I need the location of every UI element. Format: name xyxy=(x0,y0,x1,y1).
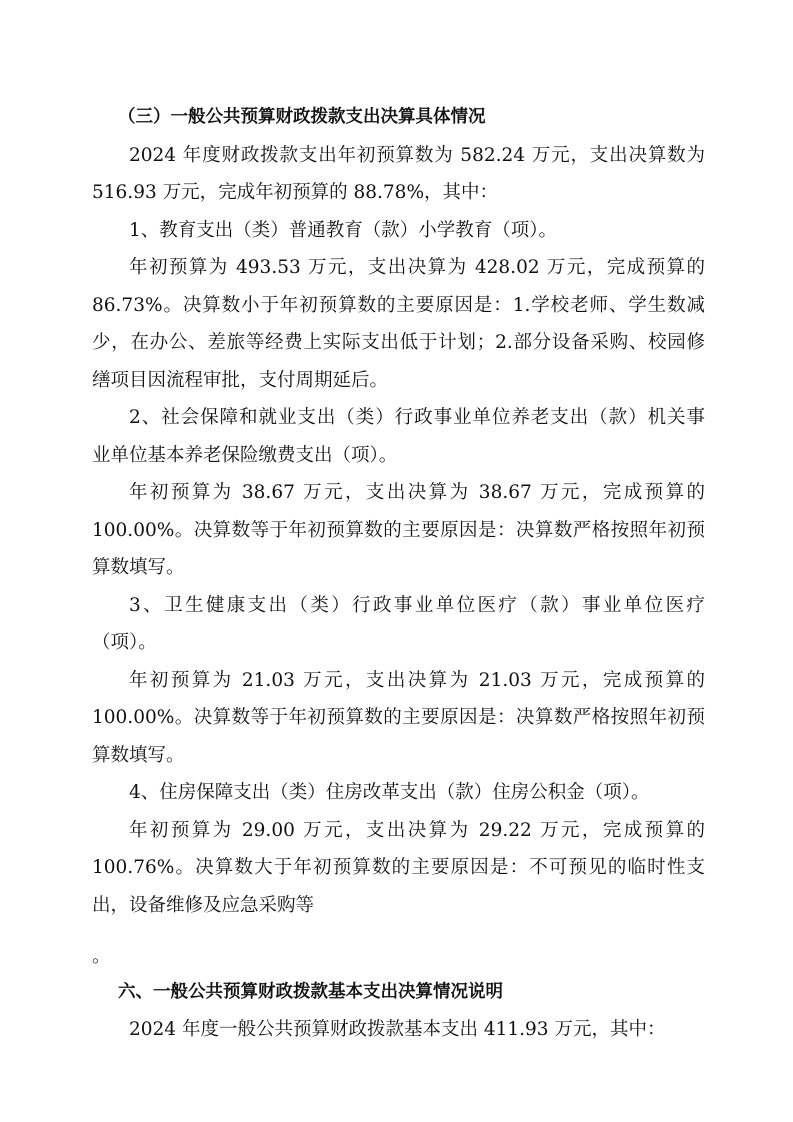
paragraph-line: 2024 年度一般公共预算财政拨款基本支出 411.93 万元，其中： xyxy=(129,1019,666,1040)
paragraph-line: 100.76%。决算数大于年初预算数的主要原因是：不可预见的临时性支 xyxy=(92,857,705,878)
paragraph-line: 100.00%。决算数等于年初预算数的主要原因是：决算数严格按照年初预 xyxy=(92,519,705,541)
paragraph-line: 2024 年度财政拨款支出年初预算数为 582.24 万元，支出决算数为 xyxy=(129,144,705,166)
paragraph-line: 516.93 万元，完成年初预算的 88.78%，其中： xyxy=(92,182,499,203)
paragraph-line: 86.73%。决算数小于年初预算数的主要原因是：1.学校老师、学生数减 xyxy=(92,294,705,316)
paragraph-line: 年初预算为 493.53 万元，支出决算为 428.02 万元，完成预算的 xyxy=(129,257,705,278)
paragraph-line: 100.00%。决算数等于年初预算数的主要原因是：决算数严格按照年初预 xyxy=(92,707,705,728)
paragraph-line: 年初预算为 29.00 万元，支出决算为 29.22 万元，完成预算的 xyxy=(129,819,705,841)
item-title: 2、社会保障和就业支出（类）行政事业单位养老支出（款）机关事 xyxy=(129,407,705,428)
paragraph-line: 年初预算为 38.67 万元，支出决算为 38.67 万元，完成预算的 xyxy=(129,482,705,503)
section-heading: 六、一般公共预算财政拨款基本支出决算情况说明 xyxy=(118,981,503,1002)
paragraph-line: 算数填写。 xyxy=(92,557,185,578)
document-page xyxy=(92,99,705,1049)
item-title: 4、住房保障支出（类）住房改革支出（款）住房公积金（项）。 xyxy=(129,782,650,803)
item-title: （项）。 xyxy=(92,632,157,653)
paragraph-line: 算数填写。 xyxy=(92,744,185,766)
item-title: 1、教育支出（类）普通教育（款）小学教育（项）。 xyxy=(129,219,558,241)
stray-period: 。 xyxy=(92,946,111,967)
paragraph-line: 缮项目因流程审批，支付周期延后。 xyxy=(92,369,389,391)
paragraph-line: 年初预算为 21.03 万元，支出决算为 21.03 万元，完成预算的 xyxy=(129,669,705,691)
paragraph-line: 少，在办公、差旅等经费上实际支出低于计划；2.部分设备采购、校园修 xyxy=(92,332,705,353)
item-title: 3、卫生健康支出（类）行政事业单位医疗（款）事业单位医疗 xyxy=(129,594,705,616)
item-title: 业单位基本养老保险缴费支出（项）。 xyxy=(92,444,398,466)
section-heading: （三）一般公共预算财政拨款支出决算具体情况 xyxy=(118,107,486,127)
paragraph-line: 出，设备维修及应急采购等 xyxy=(92,894,315,916)
